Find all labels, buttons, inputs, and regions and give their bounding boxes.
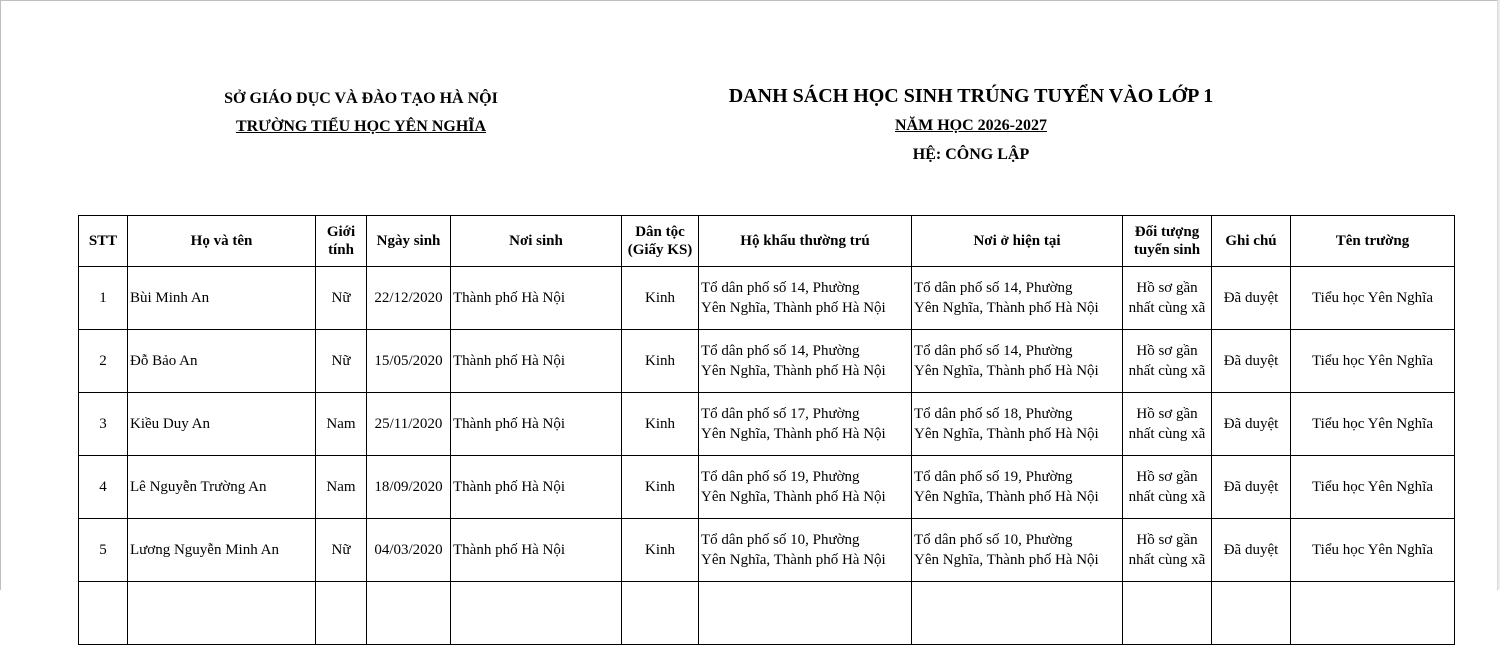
- column-header-stt: STT: [79, 216, 128, 267]
- permanent-address-line1: Tổ dân phố số 14, Phường: [701, 343, 860, 359]
- cell-stt: 4: [79, 456, 128, 519]
- cell-stt: 2: [79, 330, 128, 393]
- cell-birthplace: Thành phố Hà Nội: [451, 519, 622, 582]
- cell-ethnicity: Kinh: [622, 330, 699, 393]
- school-system: HỆ: CÔNG LẬP: [912, 146, 1030, 163]
- admission-target-line2: nhất cùng xã: [1128, 300, 1206, 316]
- column-header-admission-target: Đối tượng tuyển sinh: [1123, 216, 1212, 267]
- cell-school: Tiểu học Yên Nghĩa: [1291, 267, 1455, 330]
- admission-target-line2: nhất cùng xã: [1128, 426, 1206, 442]
- document-title: DANH SÁCH HỌC SINH TRÚNG TUYỂN VÀO LỚP 1: [728, 85, 1214, 107]
- current-address-line1: Tổ dân phố số 14, Phường: [914, 280, 1073, 296]
- cell-admission-target: [1123, 393, 1212, 456]
- cell-dob: 04/03/2020: [367, 519, 451, 582]
- cell-gender: Nữ: [316, 519, 367, 582]
- table-row: [79, 456, 1455, 519]
- column-header-gender: Giới tính: [316, 216, 367, 267]
- table-row: [79, 267, 1455, 330]
- current-address-line2: Yên Nghĩa, Thành phố Hà Nội: [914, 363, 1099, 379]
- current-address-line1: Tổ dân phố số 19, Phường: [914, 469, 1073, 485]
- cell-school: [1291, 582, 1455, 645]
- cell-ethnicity: Kinh: [622, 519, 699, 582]
- cell-note: Đã duyệt: [1212, 330, 1291, 393]
- cell-stt: 5: [79, 519, 128, 582]
- cell-permanent-address: [699, 582, 912, 645]
- current-address-line2: Yên Nghĩa, Thành phố Hà Nội: [914, 426, 1099, 442]
- column-header-ethnicity: Dân tộc (Giấy KS): [622, 216, 699, 267]
- permanent-address-line2: Yên Nghĩa, Thành phố Hà Nội: [701, 300, 886, 316]
- cell-note: Đã duyệt: [1212, 393, 1291, 456]
- cell-ethnicity: Kinh: [622, 267, 699, 330]
- table-row-partial: [79, 582, 1455, 645]
- cell-admission-target: [1123, 519, 1212, 582]
- cell-stt: 3: [79, 393, 128, 456]
- admission-target-line1: Hồ sơ gần: [1136, 343, 1198, 359]
- cell-name: [128, 582, 316, 645]
- cell-stt: 1: [79, 267, 128, 330]
- cell-name: Lê Nguyễn Trường An: [128, 456, 316, 519]
- school-name: TRƯỜNG TIỂU HỌC YÊN NGHĨA: [235, 118, 487, 135]
- current-address-line2: Yên Nghĩa, Thành phố Hà Nội: [914, 552, 1099, 568]
- table-row: [79, 519, 1455, 582]
- cell-ethnicity: [622, 582, 699, 645]
- permanent-address-line1: Tổ dân phố số 19, Phường: [701, 469, 860, 485]
- cell-permanent-address: [699, 393, 912, 456]
- cell-birthplace: Thành phố Hà Nội: [451, 267, 622, 330]
- table-row: [79, 393, 1455, 456]
- admission-target-line1: Hồ sơ gần: [1136, 532, 1198, 548]
- cell-current-address: [912, 330, 1123, 393]
- cell-name: Đỗ Bảo An: [128, 330, 316, 393]
- admission-target-line2: nhất cùng xã: [1128, 489, 1206, 505]
- admission-table: [78, 215, 1455, 645]
- cell-name: Lương Nguyễn Minh An: [128, 519, 316, 582]
- current-address-line1: Tổ dân phố số 18, Phường: [914, 406, 1073, 422]
- cell-gender: Nam: [316, 393, 367, 456]
- permanent-address-line2: Yên Nghĩa, Thành phố Hà Nội: [701, 426, 886, 442]
- cell-note: [1212, 582, 1291, 645]
- department-name: SỞ GIÁO DỤC VÀ ĐÀO TẠO HÀ NỘI: [224, 90, 498, 107]
- cell-admission-target: [1123, 456, 1212, 519]
- cell-birthplace: Thành phố Hà Nội: [451, 393, 622, 456]
- cell-note: Đã duyệt: [1212, 519, 1291, 582]
- cell-birthplace: Thành phố Hà Nội: [451, 330, 622, 393]
- cell-stt: [79, 582, 128, 645]
- cell-school: Tiểu học Yên Nghĩa: [1291, 393, 1455, 456]
- cell-dob: 22/12/2020: [367, 267, 451, 330]
- column-header-birthplace: Nơi sinh: [451, 216, 622, 267]
- permanent-address-line2: Yên Nghĩa, Thành phố Hà Nội: [701, 552, 886, 568]
- cell-current-address: [912, 267, 1123, 330]
- admission-target-line1: Hồ sơ gần: [1136, 469, 1198, 485]
- cell-permanent-address: [699, 519, 912, 582]
- cell-dob: 18/09/2020: [367, 456, 451, 519]
- admission-target-line1: Hồ sơ gần: [1136, 280, 1198, 296]
- column-header-school: Tên trường: [1291, 216, 1455, 267]
- cell-dob: [367, 582, 451, 645]
- cell-name: Bùi Minh An: [128, 267, 316, 330]
- cell-dob: 15/05/2020: [367, 330, 451, 393]
- cell-admission-target: [1123, 267, 1212, 330]
- permanent-address-line2: Yên Nghĩa, Thành phố Hà Nội: [701, 363, 886, 379]
- cell-gender: Nữ: [316, 267, 367, 330]
- permanent-address-line1: Tổ dân phố số 10, Phường: [701, 532, 860, 548]
- column-header-permanent-address: Hộ khẩu thường trú: [699, 216, 912, 267]
- cell-permanent-address: [699, 330, 912, 393]
- header-left: [201, 85, 521, 141]
- cell-ethnicity: Kinh: [622, 456, 699, 519]
- cell-gender: [316, 582, 367, 645]
- admission-target-line2: nhất cùng xã: [1128, 363, 1206, 379]
- cell-birthplace: Thành phố Hà Nội: [451, 456, 622, 519]
- cell-current-address: [912, 393, 1123, 456]
- cell-note: Đã duyệt: [1212, 267, 1291, 330]
- permanent-address-line1: Tổ dân phố số 14, Phường: [701, 280, 860, 296]
- cell-ethnicity: Kinh: [622, 393, 699, 456]
- cell-school: Tiểu học Yên Nghĩa: [1291, 330, 1455, 393]
- cell-permanent-address: [699, 456, 912, 519]
- header-right: [691, 81, 1251, 169]
- cell-gender: Nữ: [316, 330, 367, 393]
- school-year: NĂM HỌC 2026-2027: [895, 117, 1047, 134]
- table-header-row: [79, 216, 1455, 267]
- table-row: [79, 330, 1455, 393]
- column-header-current-address: Nơi ở hiện tại: [912, 216, 1123, 267]
- cell-school: Tiểu học Yên Nghĩa: [1291, 456, 1455, 519]
- cell-birthplace: [451, 582, 622, 645]
- column-header-dob: Ngày sinh: [367, 216, 451, 267]
- cell-current-address: [912, 519, 1123, 582]
- cell-admission-target: [1123, 330, 1212, 393]
- permanent-address-line2: Yên Nghĩa, Thành phố Hà Nội: [701, 489, 886, 505]
- permanent-address-line1: Tổ dân phố số 17, Phường: [701, 406, 860, 422]
- admission-target-line1: Hồ sơ gần: [1136, 406, 1198, 422]
- cell-gender: Nam: [316, 456, 367, 519]
- cell-current-address: [912, 582, 1123, 645]
- cell-permanent-address: [699, 267, 912, 330]
- column-header-note: Ghi chú: [1212, 216, 1291, 267]
- current-address-line2: Yên Nghĩa, Thành phố Hà Nội: [914, 300, 1099, 316]
- current-address-line1: Tổ dân phố số 10, Phường: [914, 532, 1073, 548]
- cell-dob: 25/11/2020: [367, 393, 451, 456]
- current-address-line2: Yên Nghĩa, Thành phố Hà Nội: [914, 489, 1099, 505]
- current-address-line1: Tổ dân phố số 14, Phường: [914, 343, 1073, 359]
- cell-admission-target: [1123, 582, 1212, 645]
- column-header-name: Họ và tên: [128, 216, 316, 267]
- cell-current-address: [912, 456, 1123, 519]
- cell-note: Đã duyệt: [1212, 456, 1291, 519]
- cell-school: Tiểu học Yên Nghĩa: [1291, 519, 1455, 582]
- admission-target-line2: nhất cùng xã: [1128, 552, 1206, 568]
- cell-name: Kiều Duy An: [128, 393, 316, 456]
